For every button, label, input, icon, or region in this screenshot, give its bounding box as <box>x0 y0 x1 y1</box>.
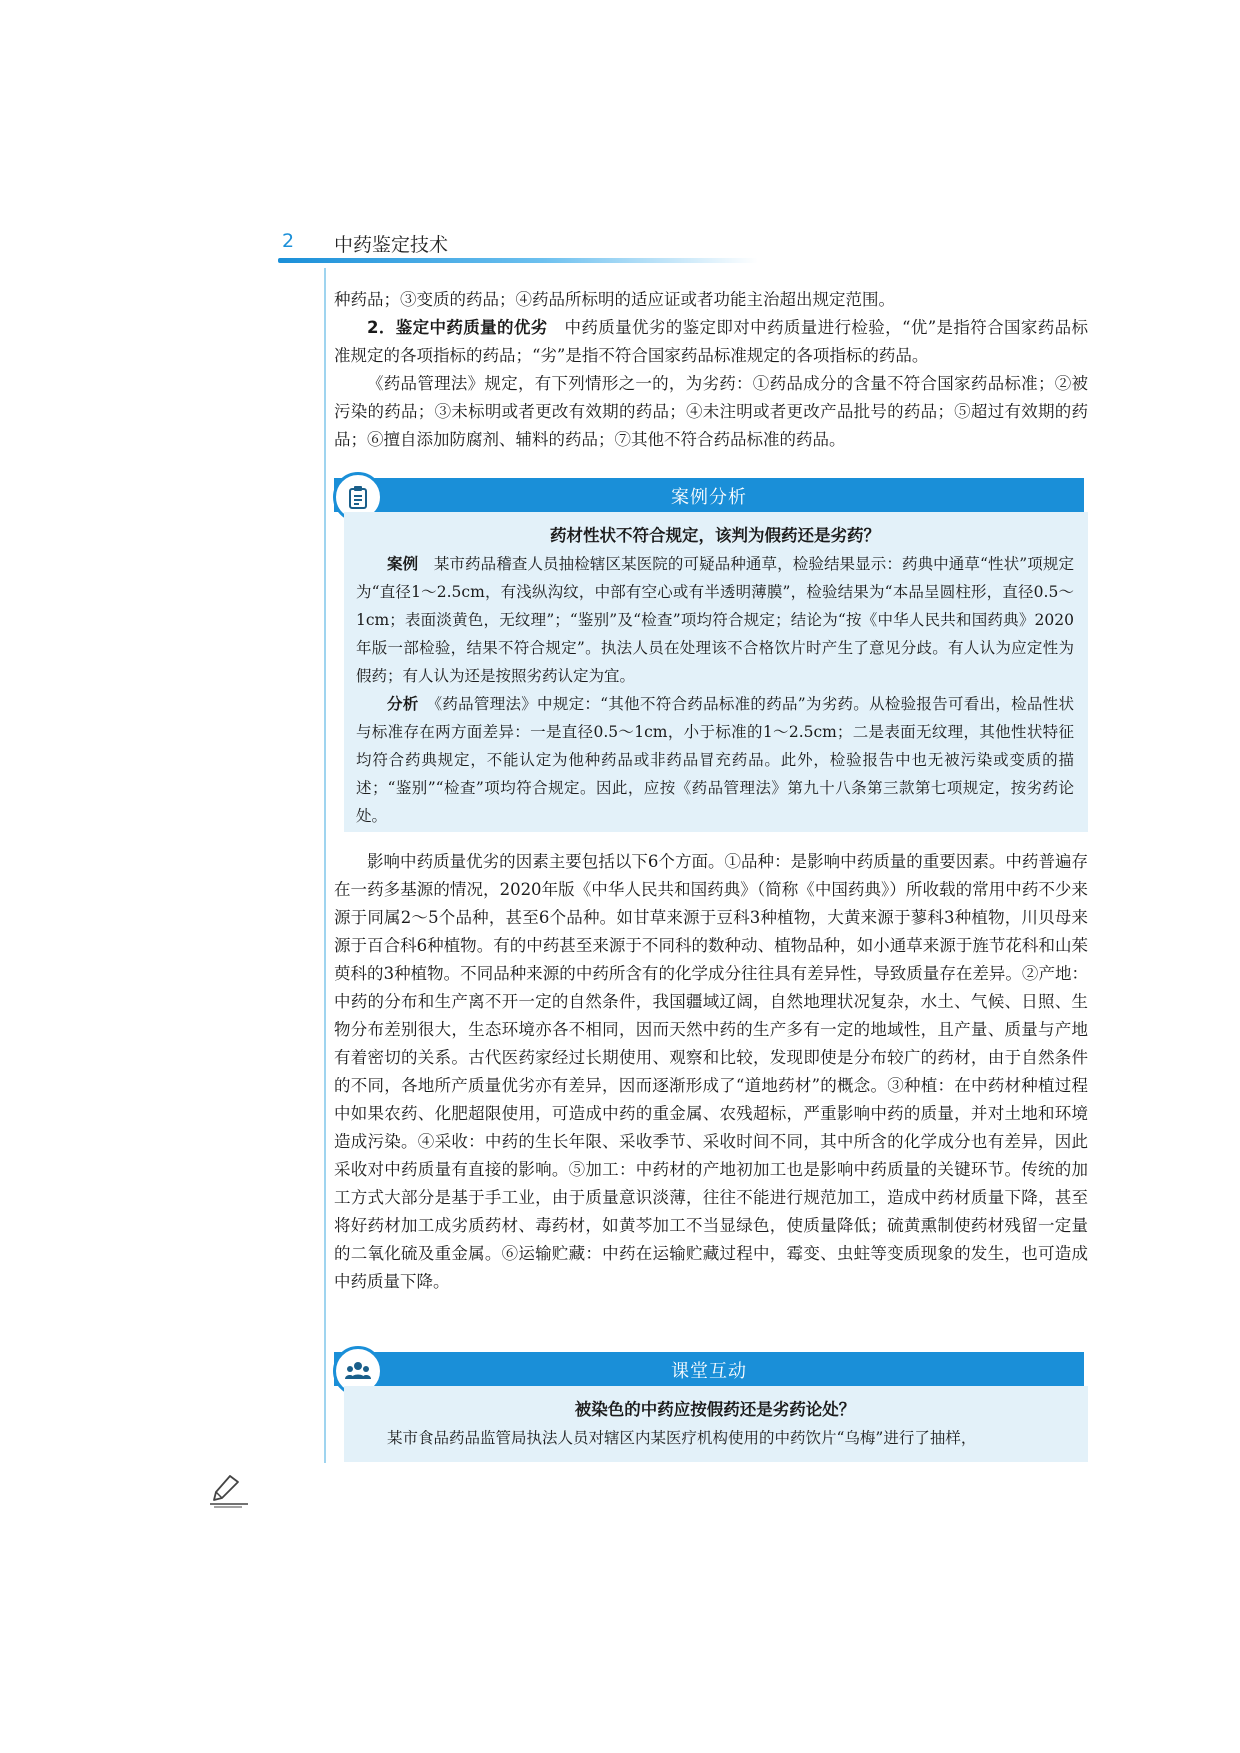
section-heading: 2．鉴定中药质量的优劣 <box>367 318 548 337</box>
running-header <box>278 226 1018 266</box>
case-title: 药材性状不符合规定，该判为假药还是劣药？ <box>550 526 880 545</box>
analysis-label: 分析 <box>387 695 419 713</box>
paragraph-continuation: 种药品；③变质的药品；④药品所标明的适应证或者功能主治超出规定范围。 <box>334 290 895 309</box>
case-label: 案例 <box>387 555 419 573</box>
pencil-icon <box>208 1472 252 1512</box>
analysis-paragraph <box>356 690 1074 830</box>
case-text: 某市药品稽查人员抽检辖区某医院的可疑品种通草，检验结果显示：药典中通草“性状”项规定为“直径1～2.5cm，有浅纵沟纹，中部有空心或有半透明薄膜”，检验结果为“本品呈圆柱形，直径0.5～1cm；表面淡黄色，无纹理”；“鉴别”及“检查”项均符合规定；结论为“按《中华人民共和国药典》2020年版一部检验，结果不符合规定”。执法人员在处理该不合格饮片时产生了意见分歧。有人认为应定性为假药；有人认为还是按照劣药认定为宜。 <box>356 555 1074 685</box>
main-text-block <box>334 848 1088 1296</box>
paragraph-text: 中药质量优劣的鉴定即对中药质量进行检验，“优”是指符合国家药品标准规定的各项指标的药品；“劣”是指不符合国家药品标准规定的各项指标的药品。 <box>334 318 1089 365</box>
classroom-bar-title: 课堂互动 <box>671 1361 747 1382</box>
margin-rule <box>324 268 326 1463</box>
paragraph-inferior-drugs: 《药品管理法》规定，有下列情形之一的，为劣药：①药品成分的含量不符合国家药品标准；②被污染的药品；③未标明或者更改有效期的药品；④未注明或者更改产品批号的药品；⑤超过有效期的药品；⑥擅自添加防腐剂、辅料的药品；⑦其他不符合药品标准的药品。 <box>334 374 1088 449</box>
classroom-title: 被染色的中药应按假药还是劣药论处？ <box>574 1400 856 1419</box>
classroom-text: 某市食品药品监管局执法人员对辖区内某医疗机构使用的中药饮片“乌梅”进行了抽样， <box>387 1429 977 1447</box>
header-rule <box>278 258 758 263</box>
case-analysis-bar <box>334 478 1084 512</box>
case-analysis-bar-title: 案例分析 <box>671 487 747 508</box>
case-paragraph <box>356 550 1074 690</box>
paragraph-quality-definition <box>334 314 1088 370</box>
classroom-box <box>344 1386 1088 1462</box>
book-title: 中药鉴定技术 <box>334 234 449 256</box>
top-text-block <box>334 286 1088 454</box>
page-number: 2 <box>282 230 295 252</box>
classroom-bar <box>334 1352 1084 1386</box>
paragraph-quality-factors: 影响中药质量优劣的因素主要包括以下6个方面。①品种：是影响中药质量的重要因素。中药普遍存在一药多基源的情况，2020年版《中华人民共和国药典》（简称《中国药典》）所收载的常用中药不少来源于同属2～5个品种，甚至6个品种。如甘草来源于豆科3种植物，大黄来源于蓼科3种植物，川贝母来源于百合科6种植物。有的中药甚至来源于不同科的数种动、植物品种，如小通草来源于旌节花科和山茱萸科的3种植物。不同品种来源的中药所含有的化学成分往往具有差异性，导致质量存在差异。②产地：中药的分布和生产离不开一定的自然条件，我国疆域辽阔，自然地理状况复杂，水土、气候、日照、生物分布差别很大，生态环境亦各不相同，因而天然中药的生产多有一定的地域性，且产量、质量与产地有着密切的关系。古代医药家经过长期使用、观察和比较，发现即使是分布较广的药材，由于自然条件的不同，各地所产质量优劣亦有差异，因而逐渐形成了“道地药材”的概念。③种植：在中药材种植过程中如果农药、化肥超限使用，可造成中药的重金属、农残超标，严重影响中药的质量，并对土地和环境造成污染。④采收：中药的生长年限、采收季节、采收时间不同，其中所含的化学成分也有差异，因此采收对中药质量有直接的影响。⑤加工：中药材的产地初加工也是影响中药质量的关键环节。传统的加工方式大部分是基于手工业，由于质量意识淡薄，往往不能进行规范加工，造成中药材质量下降，甚至将好药材加工成劣质药材、毒药材，如黄芩加工不当显绿色，使质量降低；硫黄熏制使药材残留一定量的二氧化硫及重金属。⑥运输贮藏：中药在运输贮藏过程中，霉变、虫蛀等变质现象的发生，也可造成中药质量下降。 <box>334 852 1088 1291</box>
analysis-text: 《药品管理法》中规定：“其他不符合药品标准的药品”为劣药。从检验报告可看出，检品性状与标准存在两方面差异：一是直径0.5～1cm，小于标准的1～2.5cm；二是表面无纹理，其他性状特征均符合药典规定，不能认定为他种药品或非药品冒充药品。此外，检验报告中也无被污染或变质的描述；“鉴别”“检查”项均符合规定。因此，应按《药品管理法》第九十八条第三款第七项规定，按劣药论处。 <box>356 695 1074 825</box>
case-analysis-box <box>344 512 1088 832</box>
